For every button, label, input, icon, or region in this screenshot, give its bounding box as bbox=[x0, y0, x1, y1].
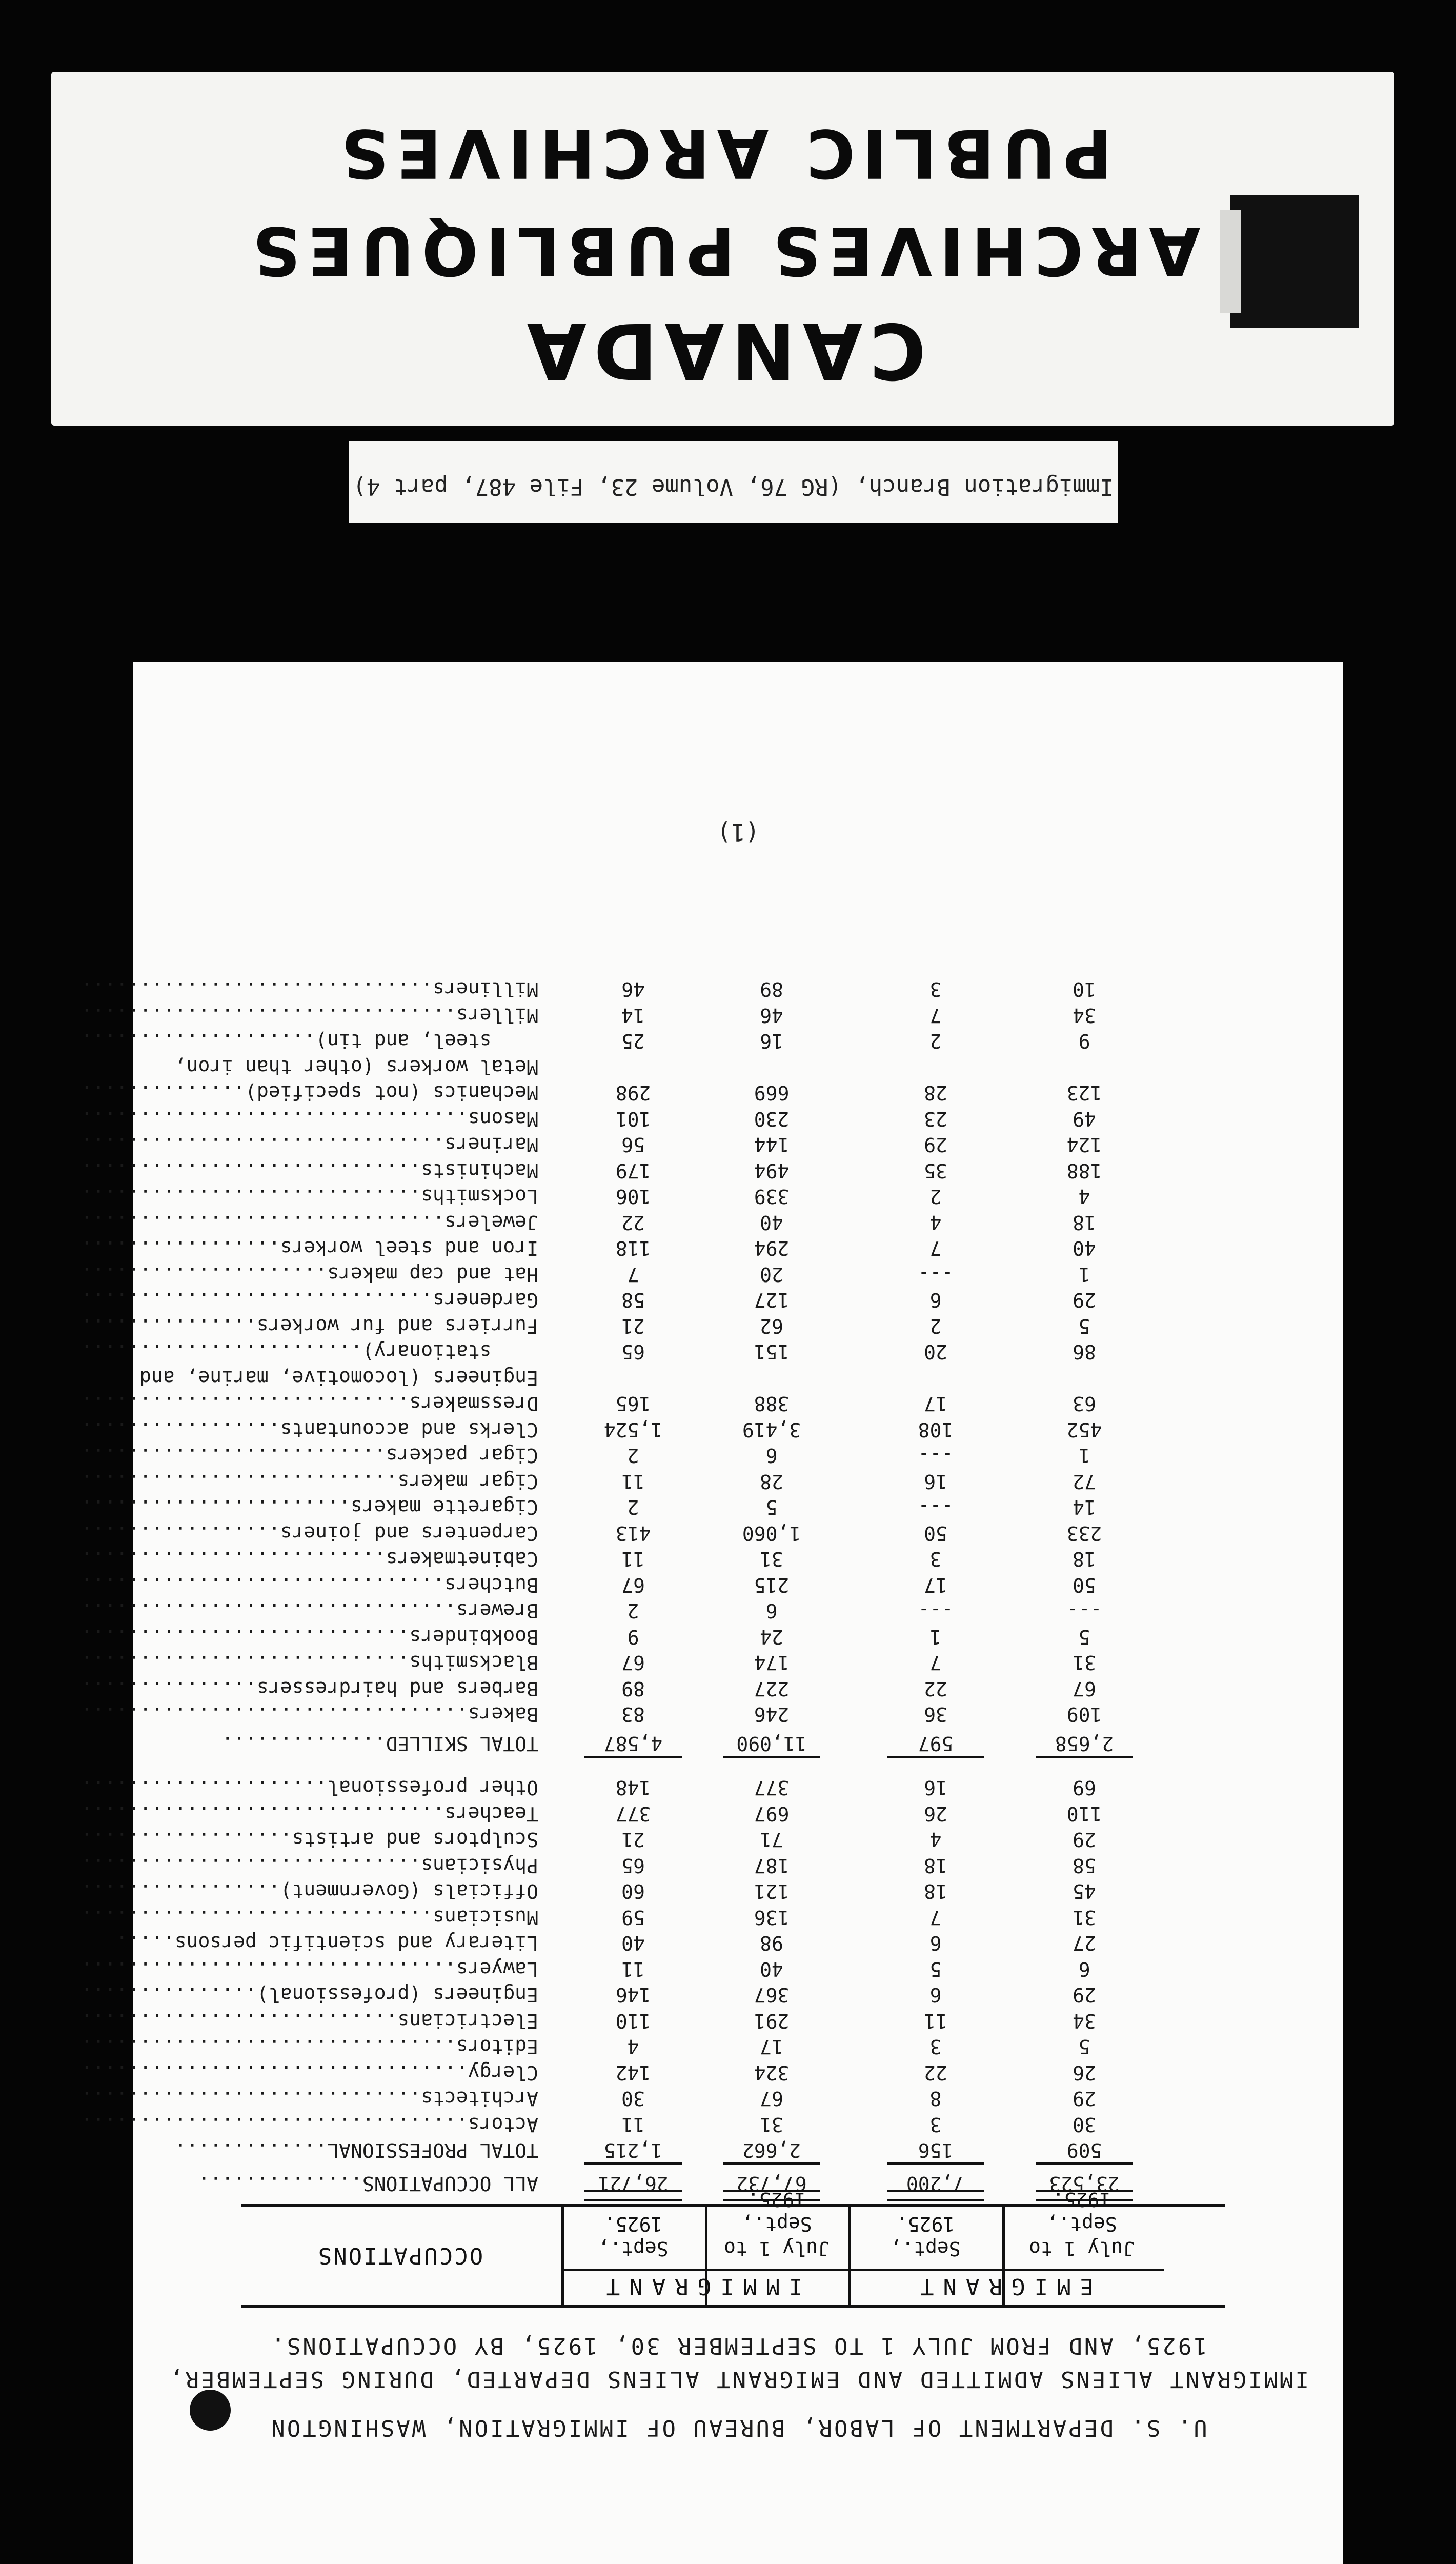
total-rule bbox=[584, 1756, 682, 1758]
occupation-label: Furriers and fur workers............... bbox=[80, 1315, 538, 1337]
emi-sept-value: 5 bbox=[929, 1958, 942, 1980]
table-row bbox=[80, 1337, 1225, 1364]
imm-sept-value: 60 bbox=[621, 1880, 645, 1903]
imm-july-value: 62 bbox=[760, 1315, 783, 1337]
header-line-1: U. S. DEPARTMENT OF LABOR, BUREAU OF IMMIGRATION, WASHINGTON bbox=[269, 2415, 1207, 2441]
imm-sept-value: 146 bbox=[615, 1984, 651, 2007]
emi-sept-value: 4 bbox=[929, 1211, 942, 1234]
emi-july-value: 2,658 bbox=[1055, 1732, 1114, 1755]
emi-sept-value: 2 bbox=[929, 1185, 942, 1208]
occupation-label: stationary)........................ bbox=[80, 1340, 538, 1364]
imm-july-header: July 1 to Sept., 1925. bbox=[724, 2188, 830, 2260]
emi-sept-value: 7,200 bbox=[906, 2172, 965, 2195]
imm-july-value: 11,090 bbox=[736, 1732, 807, 1755]
imm-july-value: 367 bbox=[754, 1984, 790, 2007]
imm-sept-value: 40 bbox=[621, 1932, 645, 1955]
imm-july-value: 697 bbox=[754, 1802, 790, 1825]
table-row bbox=[80, 1798, 1225, 1825]
occupation-label: Butchers............................... bbox=[80, 1574, 538, 1596]
imm-sept-value: 4,587 bbox=[603, 1732, 663, 1755]
table-row bbox=[80, 1773, 1225, 1799]
imm-sept-value: 58 bbox=[621, 1289, 645, 1312]
emi-sept-value: 7 bbox=[929, 1651, 942, 1674]
emi-sept-value: 16 bbox=[924, 1470, 947, 1493]
imm-july-value: 31 bbox=[760, 1548, 783, 1571]
emi-july-value: 452 bbox=[1066, 1418, 1102, 1441]
imm-july-value: 388 bbox=[754, 1392, 790, 1415]
table-row bbox=[80, 1078, 1225, 1105]
imm-sept-value: 1,524 bbox=[603, 1418, 663, 1441]
table-row bbox=[80, 1876, 1225, 1903]
imm-july-value: 71 bbox=[760, 1828, 783, 1851]
occupation-label: Teachers............................... bbox=[80, 1802, 538, 1825]
table-row bbox=[116, 1928, 1225, 1955]
emi-sept-value: 17 bbox=[924, 1574, 947, 1596]
imm-july-value: 227 bbox=[754, 1677, 790, 1700]
emi-sept-value: 17 bbox=[924, 1392, 947, 1415]
emi-july-value: 31 bbox=[1073, 1651, 1096, 1674]
imm-sept-value: 11 bbox=[621, 2113, 645, 2136]
emi-july-value: 18 bbox=[1073, 1211, 1096, 1234]
emi-sept-value: 3 bbox=[929, 2113, 942, 2136]
occupation-label: Gardeners.............................. bbox=[80, 1289, 538, 1312]
emi-sept-value: 36 bbox=[924, 1703, 947, 1726]
occupation-label: Architects............................. bbox=[80, 2087, 538, 2110]
double-rule bbox=[1036, 2190, 1133, 2201]
imm-july-value: 16 bbox=[760, 1030, 783, 1053]
emi-july-value: 63 bbox=[1073, 1392, 1096, 1415]
emi-sept-value: 11 bbox=[924, 2010, 947, 2032]
occupation-label: Machinists............................. bbox=[80, 1159, 538, 1182]
card-title-public-archives: PUBLIC ARCHIVES bbox=[333, 114, 1113, 192]
occupation-label: Physicians............................. bbox=[80, 1854, 538, 1877]
imm-july-value: 246 bbox=[754, 1703, 790, 1726]
table-row bbox=[80, 1285, 1225, 1312]
occupation-label: Other professional..................... bbox=[80, 1776, 538, 1799]
occupations-header: OCCUPATIONS bbox=[316, 2242, 483, 2269]
table-row bbox=[80, 1621, 1225, 1648]
occupation-label: TOTAL PROFESSIONAL............. bbox=[174, 2139, 538, 2162]
table-row bbox=[80, 1570, 1225, 1596]
emi-sept-header: Sept., 1925. bbox=[890, 2213, 961, 2260]
imm-sept-value: 11 bbox=[621, 1548, 645, 1571]
imm-july-value: 67,732 bbox=[736, 2172, 807, 2195]
occupation-label: Brewers................................ bbox=[80, 1599, 538, 1622]
emi-july-value: 27 bbox=[1073, 1932, 1096, 1955]
emi-july-value: 49 bbox=[1073, 1108, 1096, 1130]
emi-july-value: 29 bbox=[1073, 1984, 1096, 2007]
imm-july-value: 6 bbox=[765, 1444, 778, 1467]
imm-july-value: 127 bbox=[754, 1289, 790, 1312]
card-title-canada: CANADA bbox=[519, 306, 926, 395]
header-line-3: 1925, AND FROM JULY 1 TO SEPTEMBER 30, 1925, BY OCCUPATIONS. bbox=[269, 2333, 1207, 2359]
imm-july-value: 230 bbox=[754, 1108, 790, 1130]
emi-sept-value: 7 bbox=[929, 1004, 942, 1027]
emi-july-value: 31 bbox=[1073, 1906, 1096, 1929]
imm-sept-header: Sept., 1925. bbox=[598, 2213, 669, 2260]
imm-july-value: 67 bbox=[760, 2087, 783, 2110]
table-row bbox=[174, 1052, 1225, 1078]
emi-sept-value: 28 bbox=[924, 1081, 947, 1105]
card-title-archives-publiques: ARCHIVES PUBLIQUES bbox=[245, 212, 1201, 290]
occupation-label: Editors................................ bbox=[80, 2035, 538, 2058]
table-row bbox=[80, 1130, 1225, 1156]
emi-july-value: 18 bbox=[1073, 1548, 1096, 1571]
imm-sept-value: 67 bbox=[621, 1574, 645, 1596]
imm-sept-value: 413 bbox=[615, 1522, 651, 1545]
emi-sept-value: 2 bbox=[929, 1315, 942, 1337]
emi-sept-value: 8 bbox=[929, 2087, 942, 2110]
emi-sept-value: 3 bbox=[929, 978, 942, 1001]
imm-sept-value: 65 bbox=[621, 1340, 645, 1364]
occupation-label: steel, and tin).................... bbox=[80, 1030, 538, 1053]
emi-july-value: 26 bbox=[1073, 2061, 1096, 2084]
emi-sept-value: 18 bbox=[924, 1880, 947, 1903]
imm-july-value: 6 bbox=[765, 1599, 778, 1622]
table-row bbox=[80, 1492, 1225, 1519]
imm-july-value: 40 bbox=[760, 1211, 783, 1234]
page-number: (1) bbox=[717, 818, 760, 846]
imm-sept-value: 142 bbox=[615, 2061, 651, 2084]
emi-july-value: 69 bbox=[1073, 1776, 1096, 1799]
imm-july-value: 669 bbox=[754, 1081, 790, 1105]
occupation-label: Metal workers (other than iron, bbox=[174, 1056, 538, 1078]
imm-july-value: 187 bbox=[754, 1854, 790, 1877]
occupation-label: Milliners.............................. bbox=[80, 978, 538, 1001]
emi-july-value: 9 bbox=[1078, 1030, 1090, 1053]
emi-sept-value: 7 bbox=[929, 1237, 942, 1260]
imm-july-value: 151 bbox=[754, 1340, 790, 1364]
imm-sept-value: 11 bbox=[621, 1470, 645, 1493]
emi-july-value: 34 bbox=[1073, 2010, 1096, 2032]
imm-july-value: 1,060 bbox=[742, 1522, 801, 1545]
table-row bbox=[80, 1414, 1225, 1441]
emi-sept-value: 3 bbox=[929, 1548, 942, 1571]
table-row bbox=[80, 1181, 1225, 1208]
imm-july-value: 136 bbox=[754, 1906, 790, 1929]
table-row bbox=[80, 2057, 1225, 2084]
emi-july-value: 10 bbox=[1073, 978, 1096, 1001]
imm-july-value: 20 bbox=[760, 1263, 783, 1286]
table-row bbox=[80, 1466, 1225, 1493]
imm-sept-value: 2 bbox=[627, 1599, 639, 1622]
imm-july-value: 46 bbox=[760, 1004, 783, 1027]
table-row bbox=[139, 1363, 1225, 1389]
table-row bbox=[80, 1954, 1225, 1980]
emi-sept-value: 4 bbox=[929, 1828, 942, 1851]
imm-sept-value: 106 bbox=[615, 1185, 651, 1208]
emi-july-value: 123 bbox=[1066, 1081, 1102, 1105]
emi-sept-value: 108 bbox=[918, 1418, 954, 1441]
imm-sept-value: 21 bbox=[621, 1315, 645, 1337]
imm-july-value: 291 bbox=[754, 2010, 790, 2032]
emi-july-value: 5 bbox=[1078, 2035, 1090, 2058]
table-row bbox=[80, 1544, 1225, 1571]
occupation-label: Mechanics (not specified).............. bbox=[80, 1081, 538, 1105]
row-total-skilled bbox=[221, 1728, 1225, 1755]
total-rule bbox=[1036, 2163, 1133, 2165]
imm-sept-value: 59 bbox=[621, 1906, 645, 1929]
emi-july-value: 1 bbox=[1078, 1263, 1090, 1286]
occupation-label: Masons................................. bbox=[80, 1108, 538, 1130]
imm-july-value: 144 bbox=[754, 1133, 790, 1156]
imm-sept-value: 30 bbox=[621, 2087, 645, 2110]
occupation-label: Mariners............................... bbox=[80, 1133, 538, 1156]
imm-july-value: 17 bbox=[760, 2035, 783, 2058]
emi-sept-value: 597 bbox=[918, 1732, 954, 1755]
total-rule bbox=[723, 1756, 820, 1758]
occupation-label: ALL OCCUPATIONS.............. bbox=[198, 2172, 538, 2195]
occupation-label: Literary and scientific persons..... bbox=[116, 1932, 538, 1955]
emi-sept-value: 156 bbox=[918, 2139, 954, 2162]
emi-sept-value: 29 bbox=[924, 1133, 947, 1156]
emi-july-value: 23,523 bbox=[1049, 2172, 1120, 2195]
emi-sept-value: 18 bbox=[924, 1854, 947, 1877]
emi-sept-value: 22 bbox=[924, 2061, 947, 2084]
imm-sept-value: 179 bbox=[615, 1159, 651, 1182]
occupation-label: Barbers and hairdressers............... bbox=[80, 1677, 538, 1700]
imm-sept-value: 4 bbox=[627, 2035, 639, 2058]
imm-sept-value: 2 bbox=[627, 1444, 639, 1467]
imm-sept-value: 14 bbox=[621, 1004, 645, 1027]
imm-july-value: 40 bbox=[760, 1958, 783, 1980]
imm-july-value: 28 bbox=[760, 1470, 783, 1493]
table-row bbox=[80, 2032, 1225, 2058]
emigrant-group-label: EMIGRANT bbox=[911, 2273, 1094, 2299]
imm-july-value: 2,662 bbox=[742, 2139, 801, 2162]
imm-july-value: 294 bbox=[754, 1237, 790, 1260]
imm-sept-value: 148 bbox=[615, 1776, 651, 1799]
table-row bbox=[80, 1850, 1225, 1877]
emi-july-value: 29 bbox=[1073, 2087, 1096, 2110]
emi-july-value: --- bbox=[1066, 1599, 1102, 1622]
emi-sept-value: --- bbox=[918, 1599, 954, 1622]
imm-sept-value: 7 bbox=[627, 1263, 639, 1286]
imm-sept-value: 298 bbox=[615, 1081, 651, 1105]
occupation-label: Cigarette makers....................... bbox=[80, 1496, 538, 1519]
occupation-label: Hat and cap makers..................... bbox=[80, 1263, 538, 1286]
emi-july-value: 124 bbox=[1066, 1133, 1102, 1156]
occupation-label: Engineers (professional)............... bbox=[80, 1984, 538, 2007]
emi-july-value: 1 bbox=[1078, 1444, 1090, 1467]
total-rule bbox=[887, 2163, 984, 2165]
emi-july-value: 29 bbox=[1073, 1289, 1096, 1312]
document-page bbox=[80, 662, 1343, 2564]
emi-sept-value: 22 bbox=[924, 1677, 947, 1700]
emi-july-value: 509 bbox=[1066, 2139, 1102, 2162]
imm-sept-value: 21 bbox=[621, 1828, 645, 1851]
table-row bbox=[80, 1155, 1225, 1182]
imm-sept-value: 2 bbox=[627, 1496, 639, 1519]
emi-july-header: July 1 to Sept., 1925. bbox=[1029, 2188, 1135, 2260]
occupation-label: Cigar makers........................... bbox=[80, 1470, 538, 1493]
imm-july-value: 121 bbox=[754, 1880, 790, 1903]
emi-sept-value: 50 bbox=[924, 1522, 947, 1545]
emi-july-value: 50 bbox=[1073, 1574, 1096, 1596]
occupation-label: Officials (Government)................. bbox=[80, 1880, 538, 1903]
imm-sept-value: 89 bbox=[621, 1677, 645, 1700]
occupation-label: Musicians.............................. bbox=[80, 1906, 538, 1929]
table-row bbox=[80, 1902, 1225, 1929]
emi-sept-value: 6 bbox=[929, 1289, 942, 1312]
imm-july-value: 339 bbox=[754, 1185, 790, 1208]
emi-sept-value: 26 bbox=[924, 1802, 947, 1825]
total-rule bbox=[584, 2163, 682, 2165]
imm-july-value: 324 bbox=[754, 2061, 790, 2084]
emi-july-value: 110 bbox=[1066, 1802, 1102, 1825]
table-row bbox=[80, 1000, 1225, 1027]
imm-sept-value: 110 bbox=[615, 2010, 651, 2032]
imm-sept-value: 118 bbox=[615, 1237, 651, 1260]
emi-sept-value: 3 bbox=[929, 2035, 942, 2058]
imm-sept-value: 165 bbox=[615, 1392, 651, 1415]
imm-sept-value: 67 bbox=[621, 1651, 645, 1674]
emi-sept-value: 6 bbox=[929, 1984, 942, 2007]
emi-july-value: 86 bbox=[1073, 1340, 1096, 1364]
emi-july-value: 58 bbox=[1073, 1854, 1096, 1877]
table-row bbox=[80, 974, 1225, 1001]
imm-sept-value: 377 bbox=[615, 1802, 651, 1825]
occupation-label: Clergy................................. bbox=[80, 2061, 538, 2084]
emi-sept-value: 16 bbox=[924, 1776, 947, 1799]
emi-july-value: 72 bbox=[1073, 1470, 1096, 1493]
occupation-label: Blacksmiths............................ bbox=[80, 1651, 538, 1674]
emi-sept-value: 1 bbox=[929, 1626, 942, 1648]
emi-sept-value: 20 bbox=[924, 1340, 947, 1364]
imm-july-value: 89 bbox=[760, 978, 783, 1001]
emi-july-value: 6 bbox=[1078, 1958, 1090, 1980]
emi-july-value: 4 bbox=[1078, 1185, 1090, 1208]
table-row bbox=[80, 1673, 1225, 1700]
imm-sept-value: 56 bbox=[621, 1133, 645, 1156]
imm-july-value: 24 bbox=[760, 1626, 783, 1648]
table-row bbox=[80, 2084, 1225, 2110]
imm-sept-value: 25 bbox=[621, 1030, 645, 1053]
emi-july-value: 30 bbox=[1073, 2113, 1096, 2136]
row-total-professional bbox=[174, 2135, 1225, 2162]
imm-july-value: 98 bbox=[760, 1932, 783, 1955]
emi-july-value: 188 bbox=[1066, 1159, 1102, 1182]
imm-july-value: 494 bbox=[754, 1159, 790, 1182]
imm-july-value: 3,419 bbox=[742, 1418, 801, 1441]
occupation-label: Lawyers................................ bbox=[80, 1958, 538, 1980]
emi-july-value: 67 bbox=[1073, 1677, 1096, 1700]
imm-sept-value: 1,215 bbox=[603, 2139, 663, 2162]
occupation-label: Jewelers............................... bbox=[80, 1211, 538, 1234]
emi-sept-value: 7 bbox=[929, 1906, 942, 1929]
double-rule bbox=[887, 2190, 984, 2201]
emi-july-value: 5 bbox=[1078, 1315, 1090, 1337]
imm-sept-value: 9 bbox=[627, 1626, 639, 1648]
occupation-label: Cigar packers.......................... bbox=[80, 1444, 538, 1467]
imm-july-value: 31 bbox=[760, 2113, 783, 2136]
occupation-label: Locksmiths............................. bbox=[80, 1185, 538, 1208]
occupation-label: Cabinetmakers.......................... bbox=[80, 1548, 538, 1571]
emi-july-value: 109 bbox=[1066, 1703, 1102, 1726]
imm-july-value: 5 bbox=[765, 1496, 778, 1519]
emi-july-value: 34 bbox=[1073, 1004, 1096, 1027]
emi-sept-value: --- bbox=[918, 1444, 954, 1467]
occupation-label: TOTAL SKILLED.............. bbox=[221, 1732, 538, 1755]
imm-sept-value: 83 bbox=[621, 1703, 645, 1726]
table-row bbox=[80, 1518, 1225, 1545]
emi-july-value: 14 bbox=[1073, 1496, 1096, 1519]
emi-july-value: 45 bbox=[1073, 1880, 1096, 1903]
emi-july-value: 29 bbox=[1073, 1828, 1096, 1851]
table-row bbox=[80, 1207, 1225, 1234]
table-row bbox=[80, 1104, 1225, 1130]
emi-sept-value: --- bbox=[918, 1263, 954, 1286]
total-rule bbox=[1036, 1756, 1133, 1758]
total-rule bbox=[723, 2163, 820, 2165]
immigrant-group-label: IMMIGRANT bbox=[597, 2273, 803, 2299]
occupation-label: Carpenters and joiners................. bbox=[80, 1522, 538, 1545]
archives-card bbox=[51, 72, 1394, 426]
table-row bbox=[80, 2109, 1225, 2136]
imm-july-value: 215 bbox=[754, 1574, 790, 1596]
occupation-label: Electricians........................... bbox=[80, 2010, 538, 2032]
total-rule bbox=[887, 1756, 984, 1758]
double-rule bbox=[584, 2190, 682, 2201]
occupation-label: Clerks and accountants................. bbox=[80, 1418, 538, 1441]
reference-slip bbox=[349, 441, 1118, 523]
imm-sept-value: 46 bbox=[621, 978, 645, 1001]
occupation-label: Dressmakers............................ bbox=[80, 1392, 538, 1415]
emi-july-value: 40 bbox=[1073, 1237, 1096, 1260]
table-row bbox=[80, 1311, 1225, 1337]
emi-sept-value: 23 bbox=[924, 1108, 947, 1130]
imm-sept-value: 22 bbox=[621, 1211, 645, 1234]
imm-sept-value: 26,721 bbox=[598, 2172, 669, 2195]
column-header bbox=[241, 2188, 1225, 2308]
emi-sept-value: 2 bbox=[929, 1030, 942, 1053]
table-row bbox=[80, 1026, 1225, 1053]
table-row bbox=[80, 1648, 1225, 1674]
table-row bbox=[80, 1980, 1225, 2007]
emi-sept-value: 35 bbox=[924, 1159, 947, 1182]
reference-text: Immigration Branch, (RG 76, Volume 23, File 487, part 4) bbox=[353, 474, 1114, 500]
emi-sept-value: 6 bbox=[929, 1932, 942, 1955]
table-row bbox=[80, 1389, 1225, 1415]
occupation-label: Actors................................. bbox=[80, 2113, 538, 2136]
table-row bbox=[80, 1596, 1225, 1622]
table-row bbox=[80, 1233, 1225, 1260]
table-row bbox=[80, 1259, 1225, 1286]
occupation-label: Iron and steel workers................. bbox=[80, 1237, 538, 1260]
imm-july-value: 174 bbox=[754, 1651, 790, 1674]
occupation-label: Millers................................ bbox=[80, 1004, 538, 1027]
header-line-2: IMMIGRANT ALIENS ADMITTED AND EMIGRANT ALIENS DEPARTED, DURING SEPTEMBER, bbox=[168, 2366, 1309, 2392]
imm-sept-value: 11 bbox=[621, 1958, 645, 1980]
emi-july-value: 233 bbox=[1066, 1522, 1102, 1545]
occupation-label: Engineers (locomotive, marine, and bbox=[139, 1367, 538, 1389]
emi-sept-value: --- bbox=[918, 1496, 954, 1519]
occupation-label: Bookbinders............................ bbox=[80, 1626, 538, 1648]
imm-july-value: 377 bbox=[754, 1776, 790, 1799]
occupation-label: Sculptors and artists.................. bbox=[80, 1828, 538, 1851]
imm-sept-value: 101 bbox=[615, 1108, 651, 1130]
table-row bbox=[80, 1699, 1225, 1726]
double-rule bbox=[723, 2190, 820, 2201]
table-row bbox=[80, 1825, 1225, 1851]
occupation-label: Bakers................................. bbox=[80, 1703, 538, 1726]
table-row bbox=[80, 2006, 1225, 2032]
emi-july-value: 5 bbox=[1078, 1626, 1090, 1648]
table-row bbox=[80, 1440, 1225, 1467]
imm-sept-value: 65 bbox=[621, 1854, 645, 1877]
